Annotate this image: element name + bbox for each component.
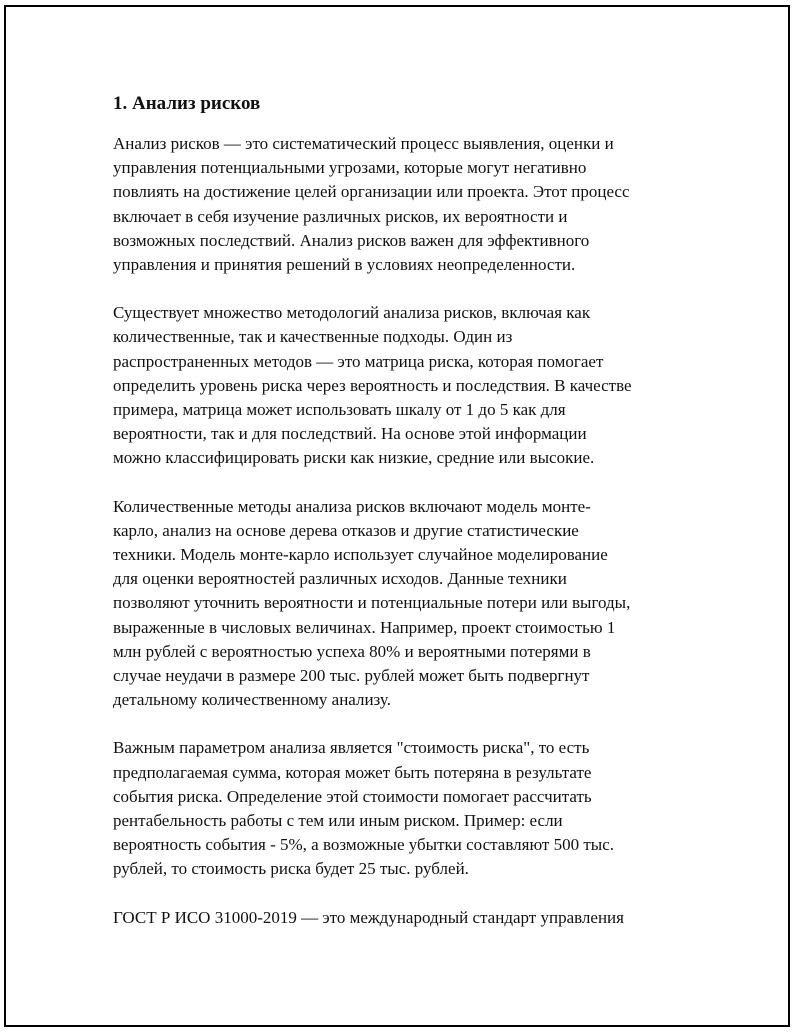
document-body [113,90,693,954]
text-line: можно классифицировать риски как низкие, средние или высокие. [113,448,595,468]
text-line: Количественные методы анализа рисков включают модель монте- [113,496,591,516]
text-line: включает в себя изучение различных рисков, их вероятности и [113,206,568,226]
text-line: рентабельность работы с тем или иным риском. Пример: если [113,811,563,831]
paragraph-cost-of-risk [113,736,693,881]
paragraph-gost-standard [113,906,693,930]
text-line: события риска. Определение этой стоимости помогает рассчитать [113,786,592,806]
text-line: предполагаемая сумма, которая может быть потеряна в результате [113,762,592,782]
paragraph-risk-analysis-intro [113,132,693,277]
text-line: случае неудачи в размере 200 тыс. рублей может быть подвергнут [113,666,590,686]
section-title: 1. Анализ рисков [113,93,261,114]
text-line: Важным параметром анализа является "стоимость риска", то есть [113,738,590,758]
text-line: выраженные в числовых величинах. Например, проект стоимостью 1 [113,617,616,637]
text-line: детальному количественному анализу. [113,690,391,710]
text-line: позволяют уточнить вероятности и потенциальные потери или выгоды, [113,593,631,613]
paragraph-methodologies [113,301,693,470]
text-line: Анализ рисков — это систематический процесс выявления, оценки и [113,134,614,153]
text-line: определить уровень риска через вероятность и последствия. В качестве [113,375,632,395]
text-line: управления потенциальными угрозами, которые могут негативно [113,158,587,178]
paragraph-quantitative-methods [113,495,693,713]
text-line: повлиять на достижение целей организации или проекта. Этот процесс [113,182,630,202]
text-line: распространенных методов — это матрица риска, которая помогает [113,351,604,371]
text-line: ГОСТ Р ИСО 31000-2019 — это международный стандарт управления [113,907,624,927]
text-line: для оценки вероятностей различных исходов. Данные техники [113,569,567,589]
text-line: Существует множество методологий анализа рисков, включая как [113,303,591,323]
text-line: вероятность события - 5%, а возможные убытки составляют 500 тыс. [113,835,614,855]
text-line: примера, матрица может использовать шкалу от 1 до 5 как для [113,400,566,420]
text-line: количественные, так и качественные подходы. Один из [113,327,513,347]
text-line: возможных последствий. Анализ рисков важен для эффективного [113,230,590,250]
text-line: карло, анализ на основе дерева отказов и другие статистические [113,520,579,540]
text-line: управления и принятия решений в условиях неопределенности. [113,255,576,275]
text-line: вероятности, так и для последствий. На основе этой информации [113,424,587,444]
text-line: рублей, то стоимость риска будет 25 тыс. рублей. [113,859,469,879]
text-line: техники. Модель монте-карло использует случайное моделирование [113,545,608,565]
text-line: млн рублей с вероятностью успеха 80% и вероятными потерями в [113,641,591,661]
